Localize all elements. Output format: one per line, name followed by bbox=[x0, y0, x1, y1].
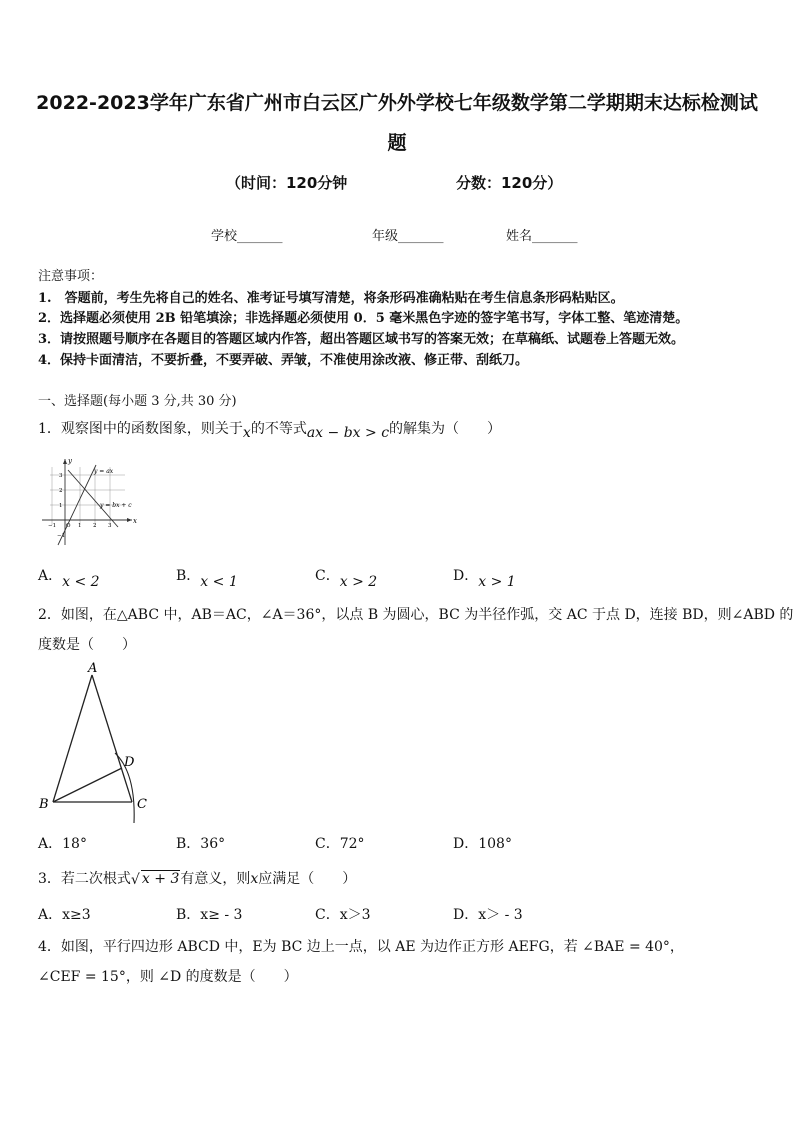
q1-option-a[interactable] bbox=[38, 565, 100, 590]
note-item-4: 4．保持卡面清洁，不要折叠，不要弄破、弄皱，不准使用涂改液、修正带、刮纸刀。 bbox=[38, 353, 529, 368]
q1-inequality: ax − bx > c bbox=[306, 425, 390, 441]
q2-option-c[interactable] bbox=[315, 833, 365, 853]
name-field: 姓名_______ bbox=[506, 229, 578, 244]
q3-stem-part-a: 3．若二次根式 bbox=[38, 871, 131, 887]
side-ab bbox=[53, 675, 92, 802]
side-ac bbox=[92, 675, 132, 802]
q3-var-x: x bbox=[250, 871, 259, 887]
q1-option-c-label: C． bbox=[315, 568, 340, 584]
section-heading: 一、选择题(每小题 3 分,共 30 分) bbox=[38, 394, 237, 409]
tick-y-3: 3 bbox=[59, 473, 63, 479]
exam-title-line1: 2022-2023学年广东省广州市白云区广外外学校七年级数学第二学期期末达标检测试 bbox=[36, 92, 758, 114]
point-d-label: D bbox=[124, 755, 135, 770]
vertex-b-label: B bbox=[39, 797, 49, 812]
segment-bd bbox=[53, 768, 122, 802]
tick-y-1: 1 bbox=[59, 503, 63, 509]
q2-option-a-label: A． bbox=[38, 836, 63, 852]
q3-stem-part-c: 应满足（ ） bbox=[258, 871, 357, 887]
question-2-stem-line1: 2．如图，在△ABC 中，AB＝AC，∠A＝36°，以点 B 为圆心，BC 为半径作弧，交 AC 于点 D，连接 BD，则∠ABD 的 bbox=[38, 607, 794, 623]
tick-x-3: 3 bbox=[108, 523, 112, 529]
tick-y-neg1: −1 bbox=[57, 533, 66, 539]
q1-option-b-label: B． bbox=[176, 568, 201, 584]
q1-var-x: x bbox=[242, 425, 251, 441]
note-item-3: 3．请按照题号顺序在各题目的答题区域内作答，超出答题区域书写的答案无效；在草稿纸、试题卷上答题无效。 bbox=[38, 332, 685, 347]
q2-option-c-label: C． bbox=[315, 836, 340, 852]
sqrt-symbol: √ bbox=[130, 872, 140, 888]
q2-triangle-figure bbox=[30, 655, 160, 825]
q3-option-d[interactable] bbox=[453, 904, 523, 924]
q1-option-a-value: x < 2 bbox=[62, 574, 100, 590]
question-4-stem-line1: 4．如图，平行四边形 ABCD 中，E为 BC 边上一点，以 AE 为边作正方形 AEFG，若 ∠BAE = 40°， bbox=[38, 939, 684, 955]
notes-heading: 注意事项： bbox=[38, 269, 104, 284]
q1-option-b-value: x < 1 bbox=[200, 574, 238, 590]
note-item-1: 1. 答题前，考生先将自己的姓名、准考证号填写清楚，将条形码准确粘贴在考生信息条形码粘贴区。 bbox=[38, 291, 624, 306]
q3-sqrt bbox=[131, 871, 180, 887]
q3-option-b-value: x≥ - 3 bbox=[200, 907, 243, 923]
q3-option-c-value: x＞3 bbox=[339, 907, 371, 923]
time-limit: （时间：120分钟 bbox=[226, 174, 348, 192]
q2-option-a-value: 18° bbox=[62, 836, 87, 852]
q1-stem-part-a: 1．观察图中的函数图象，则关于 bbox=[38, 421, 243, 437]
q1-option-c-value: x > 2 bbox=[339, 574, 378, 590]
x-axis-label: x bbox=[133, 517, 137, 525]
label-y-ax: y = ax bbox=[94, 468, 114, 475]
q2-option-a[interactable] bbox=[38, 833, 87, 853]
vertex-a-label: A bbox=[88, 661, 98, 676]
q1-option-d-label: D． bbox=[453, 568, 479, 584]
question-1-stem bbox=[38, 418, 502, 441]
q2-option-d-label: D． bbox=[453, 836, 479, 852]
exam-title-line2: 题 bbox=[387, 132, 407, 154]
tick-x-2: 2 bbox=[93, 523, 97, 529]
note-item-2: 2．选择题必须使用 2B 铅笔填涂；非选择题必须使用 0．5 毫米黑色字迹的签字笔书写，字体工整、笔迹清楚。 bbox=[38, 311, 689, 326]
tick-x-neg1: −1 bbox=[48, 523, 57, 529]
q3-option-c-label: C． bbox=[315, 907, 340, 923]
q3-option-d-label: D． bbox=[453, 907, 479, 923]
total-score: 分数：120分） bbox=[456, 174, 563, 192]
q2-option-b-label: B． bbox=[176, 836, 201, 852]
q1-stem-part-c: 的解集为（ ） bbox=[389, 421, 502, 437]
q1-option-c[interactable] bbox=[315, 565, 378, 590]
label-y-bxc: y = bx + c bbox=[100, 502, 132, 509]
q1-option-d[interactable] bbox=[453, 565, 516, 590]
question-4-stem-line2: ∠CEF = 15°，则 ∠D 的度数是（ ） bbox=[38, 969, 298, 985]
question-3-stem bbox=[38, 868, 356, 888]
q1-option-a-label: A． bbox=[38, 568, 63, 584]
q2-option-b-value: 36° bbox=[200, 836, 226, 852]
vertex-c-label: C bbox=[137, 797, 147, 812]
q3-option-b-label: B． bbox=[176, 907, 201, 923]
q3-option-a-value: x≥3 bbox=[62, 907, 91, 923]
q3-option-b[interactable] bbox=[176, 904, 242, 924]
q3-option-d-value: x＞ - 3 bbox=[478, 907, 523, 923]
q3-radicand: x + 3 bbox=[141, 871, 180, 887]
line-y-bxc bbox=[68, 470, 118, 527]
q2-option-c-value: 72° bbox=[339, 836, 365, 852]
origin-label: O bbox=[66, 523, 71, 529]
grade-field: 年级_______ bbox=[372, 229, 444, 244]
tick-x-1: 1 bbox=[78, 523, 82, 529]
q1-option-b[interactable] bbox=[176, 565, 238, 590]
school-field: 学校_______ bbox=[211, 229, 283, 244]
q3-option-a-label: A． bbox=[38, 907, 63, 923]
q1-option-d-value: x > 1 bbox=[478, 574, 516, 590]
y-axis-label: y bbox=[68, 457, 72, 465]
q2-option-d-value: 108° bbox=[478, 836, 512, 852]
q1-function-graph bbox=[40, 455, 140, 550]
q2-option-d[interactable] bbox=[453, 833, 512, 853]
q3-stem-part-b: 有意义，则 bbox=[180, 871, 251, 887]
question-2-stem-line2: 度数是（ ） bbox=[38, 637, 136, 653]
q3-option-c[interactable] bbox=[315, 904, 371, 924]
q1-stem-part-b: 的不等式 bbox=[250, 421, 307, 437]
q3-option-a[interactable] bbox=[38, 904, 91, 924]
tick-y-2: 2 bbox=[59, 488, 63, 494]
q2-option-b[interactable] bbox=[176, 833, 225, 853]
